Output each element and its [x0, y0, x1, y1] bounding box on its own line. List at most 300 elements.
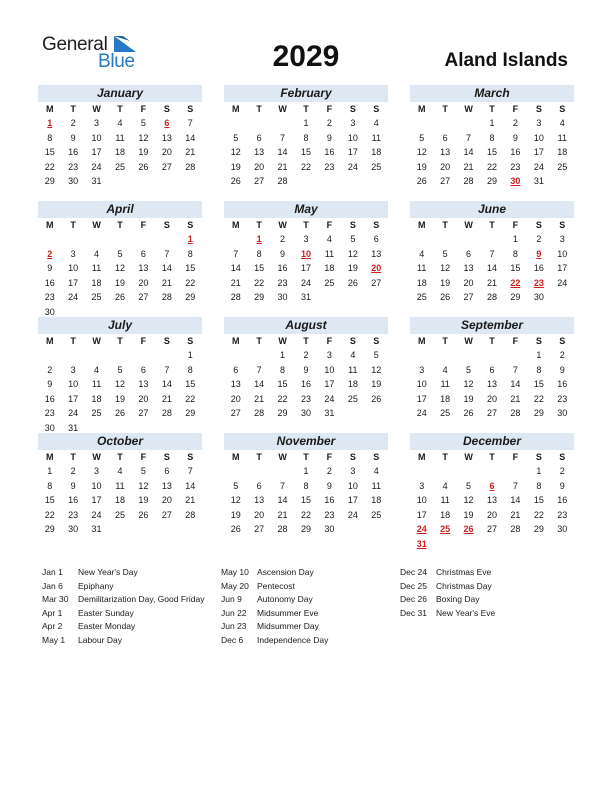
holiday-date: Jan 1 [42, 567, 63, 577]
week-row [410, 174, 574, 189]
day-cell: 23 [324, 509, 335, 520]
day-cell: 19 [463, 393, 474, 404]
week-row [224, 174, 388, 189]
day-cell: 9 [47, 263, 53, 273]
day-cell: 13 [161, 132, 172, 143]
month-block [410, 201, 574, 305]
day-cell: 10 [347, 480, 358, 491]
day-cell: 21 [254, 393, 265, 404]
day-cell: 2 [70, 466, 76, 476]
weekday-label: M [45, 452, 54, 462]
week-row [410, 276, 574, 291]
day-cell: 20 [463, 277, 474, 288]
day-cell: 14 [510, 379, 521, 389]
day-cell: 12 [371, 364, 382, 375]
weekday-label: W [278, 220, 287, 230]
weekday-label: S [535, 336, 542, 346]
day-cell: 27 [138, 292, 149, 302]
holiday-name: Christmas Day [436, 580, 492, 591]
day-cell: 29 [254, 292, 265, 302]
day-cell: 15 [185, 379, 196, 389]
calendar-year: 2029 [272, 40, 340, 73]
day-cell: 13 [440, 147, 451, 157]
holiday-date: Dec 31 [400, 607, 427, 618]
day-cell [271, 464, 294, 479]
day-cell: 18 [440, 509, 451, 520]
day-cell: 13 [138, 263, 149, 273]
day-cell: 1 [512, 234, 518, 244]
day-cell: 19 [138, 147, 149, 157]
day-cell: 4 [117, 118, 123, 128]
weekday-label: W [464, 220, 473, 230]
day-cell: 27 [230, 408, 241, 418]
day-cell: 26 [371, 393, 382, 404]
day-cell [341, 290, 364, 305]
day-cell: 26 [230, 176, 241, 186]
day-cell: 3 [419, 364, 425, 375]
holiday-day-cell: 6 [489, 480, 495, 491]
day-cell [132, 522, 155, 537]
weekday-label: S [535, 220, 542, 230]
day-cell: 23 [300, 393, 311, 404]
day-cell: 16 [44, 393, 55, 404]
holiday-day-cell: 6 [164, 118, 170, 128]
day-cell: 18 [347, 379, 358, 389]
month-block [38, 433, 202, 537]
week-row [410, 493, 574, 508]
day-cell: 12 [230, 147, 241, 157]
day-cell: 25 [557, 161, 568, 172]
day-cell: 22 [533, 393, 544, 404]
holiday-entry [42, 566, 204, 580]
day-cell: 29 [277, 408, 288, 418]
day-cell: 4 [326, 234, 332, 244]
day-cell: 3 [419, 480, 425, 491]
month-block [38, 201, 202, 319]
day-cell: 12 [416, 147, 427, 157]
week-row [410, 479, 574, 494]
day-cell: 17 [324, 379, 335, 389]
day-cell: 28 [277, 176, 288, 186]
week-row [224, 377, 388, 392]
day-cell [108, 232, 131, 247]
week-row [38, 145, 202, 160]
week-row [410, 464, 574, 479]
month-block [224, 433, 388, 537]
day-cell [504, 348, 527, 363]
holiday-entry [221, 607, 328, 621]
weekday-header [224, 450, 388, 464]
day-cell: 8 [303, 132, 309, 143]
day-cell: 19 [138, 495, 149, 505]
week-row [224, 145, 388, 160]
week-row [38, 377, 202, 392]
day-cell [365, 290, 388, 305]
day-cell: 27 [463, 292, 474, 302]
weekday-header [38, 450, 202, 464]
week-row [38, 392, 202, 407]
week-row [38, 522, 202, 537]
day-cell [410, 348, 433, 363]
weekday-label: T [489, 104, 495, 114]
day-cell [527, 537, 550, 552]
day-cell: 13 [138, 379, 149, 389]
day-cell: 2 [326, 118, 332, 128]
weekday-label: T [256, 336, 262, 346]
day-cell: 21 [185, 147, 196, 157]
weekday-label: S [187, 220, 194, 230]
day-cell [155, 348, 178, 363]
day-cell [61, 232, 84, 247]
week-row [410, 116, 574, 131]
weekday-label: T [117, 104, 123, 114]
week-row [38, 493, 202, 508]
day-cell: 15 [185, 263, 196, 273]
day-cell: 26 [416, 176, 427, 186]
day-cell: 18 [114, 147, 125, 157]
day-cell [132, 232, 155, 247]
day-cell: 25 [91, 408, 102, 418]
day-cell [341, 174, 364, 189]
day-cell: 6 [256, 132, 262, 143]
day-cell: 3 [536, 118, 542, 128]
day-cell [433, 348, 456, 363]
month-block [224, 85, 388, 189]
week-row [224, 232, 388, 247]
day-cell: 17 [300, 263, 311, 273]
holiday-date: Jun 23 [221, 621, 247, 631]
day-cell: 20 [161, 495, 172, 505]
holiday-entry [221, 566, 328, 580]
day-cell: 14 [277, 147, 288, 157]
day-cell: 7 [164, 364, 170, 375]
weekday-header [224, 102, 388, 116]
holiday-entry [221, 634, 328, 648]
weekday-label: F [140, 452, 147, 462]
day-cell: 12 [114, 263, 125, 273]
day-cell: 21 [185, 495, 196, 505]
week-row [410, 261, 574, 276]
day-cell: 26 [138, 161, 149, 172]
day-cell: 23 [44, 292, 55, 302]
day-cell: 8 [303, 480, 309, 491]
day-cell [271, 116, 294, 131]
weekday-label: T [256, 104, 262, 114]
weekday-label: W [92, 336, 101, 346]
day-cell: 21 [161, 393, 172, 404]
day-cell: 20 [138, 393, 149, 404]
day-cell: 26 [230, 524, 241, 534]
day-cell [294, 174, 317, 189]
day-cell [457, 348, 480, 363]
day-cell: 3 [350, 118, 356, 128]
day-cell: 26 [347, 277, 358, 288]
week-row [38, 160, 202, 175]
day-cell: 29 [185, 408, 196, 418]
day-cell: 31 [91, 176, 102, 186]
weekday-label: S [349, 220, 356, 230]
day-cell: 21 [277, 161, 288, 172]
day-cell [224, 464, 247, 479]
week-row [410, 131, 574, 146]
holiday-date: Apr 2 [42, 621, 63, 631]
day-cell: 31 [68, 422, 79, 433]
day-cell [318, 290, 341, 305]
holiday-entry [400, 580, 495, 594]
holiday-entry [42, 580, 204, 594]
holiday-day-cell: 9 [536, 248, 542, 259]
day-cell: 28 [230, 292, 241, 302]
day-cell [457, 464, 480, 479]
day-cell: 7 [489, 248, 495, 259]
day-cell [155, 174, 178, 189]
weekday-label: M [417, 452, 426, 462]
day-cell: 31 [324, 408, 335, 418]
day-cell [480, 348, 503, 363]
day-cell: 19 [230, 509, 241, 520]
day-cell: 20 [138, 277, 149, 288]
week-row [410, 348, 574, 363]
month-block [224, 317, 388, 421]
day-cell: 25 [416, 292, 427, 302]
day-cell: 15 [486, 147, 497, 157]
month-title: June [410, 201, 574, 218]
day-cell: 19 [230, 161, 241, 172]
day-cell: 22 [277, 393, 288, 404]
holiday-day-cell: 20 [371, 263, 382, 273]
day-cell [108, 174, 131, 189]
weekday-label: M [45, 220, 54, 230]
day-cell: 5 [373, 350, 379, 360]
day-cell: 23 [68, 509, 79, 520]
day-cell: 9 [70, 480, 76, 491]
weekday-label: F [140, 336, 147, 346]
day-cell: 7 [187, 118, 193, 128]
holiday-date: Mar 30 [42, 594, 69, 604]
day-cell: 22 [300, 161, 311, 172]
day-cell: 15 [277, 379, 288, 389]
holiday-entry [221, 580, 328, 594]
day-cell: 22 [533, 509, 544, 520]
day-cell: 24 [416, 408, 427, 418]
weekday-label: S [349, 452, 356, 462]
day-cell: 29 [300, 524, 311, 534]
weekday-label: T [117, 220, 123, 230]
holiday-entry [42, 620, 204, 634]
day-cell: 31 [533, 176, 544, 186]
day-cell: 20 [254, 509, 265, 520]
day-cell: 14 [277, 495, 288, 505]
day-cell: 27 [371, 277, 382, 288]
day-cell: 1 [303, 466, 309, 476]
month-block [410, 433, 574, 551]
day-cell [457, 116, 480, 131]
day-cell: 6 [442, 132, 448, 143]
day-cell: 14 [185, 132, 196, 143]
day-cell [433, 464, 456, 479]
day-cell: 15 [300, 147, 311, 157]
day-cell: 16 [44, 277, 55, 288]
holiday-name: Epiphany [78, 580, 114, 591]
weekday-label: W [464, 452, 473, 462]
day-cell: 24 [300, 277, 311, 288]
holiday-day-cell: 23 [533, 277, 544, 288]
day-cell: 7 [164, 248, 170, 259]
week-row [224, 116, 388, 131]
week-row [410, 290, 574, 305]
holiday-entry [42, 607, 204, 621]
day-cell: 18 [114, 495, 125, 505]
day-cell: 5 [419, 132, 425, 143]
day-cell: 27 [440, 176, 451, 186]
weekday-label: T [256, 220, 262, 230]
day-cell: 28 [510, 408, 521, 418]
day-cell: 24 [68, 292, 79, 302]
day-cell: 29 [44, 524, 55, 534]
weekday-label: T [442, 452, 448, 462]
day-cell: 1 [489, 118, 495, 128]
day-cell: 24 [91, 161, 102, 172]
holiday-name: Autonomy Day [257, 594, 313, 604]
day-cell: 4 [94, 364, 100, 375]
week-row [38, 363, 202, 378]
day-cell: 7 [233, 248, 239, 259]
week-row [410, 537, 574, 552]
weekday-header [224, 218, 388, 232]
day-cell: 31 [300, 292, 311, 302]
weekday-label: S [163, 220, 170, 230]
holiday-day-cell: 31 [416, 538, 427, 549]
weekday-label: S [559, 336, 566, 346]
day-cell: 5 [233, 132, 239, 143]
day-cell: 2 [47, 364, 53, 375]
day-cell: 12 [440, 263, 451, 273]
month-title: October [38, 433, 202, 450]
day-cell: 9 [559, 364, 565, 375]
week-row [38, 464, 202, 479]
day-cell: 15 [510, 263, 521, 273]
day-cell: 18 [91, 393, 102, 404]
holiday-date: Dec 26 [400, 594, 427, 604]
day-cell: 6 [373, 234, 379, 244]
day-cell: 10 [557, 248, 568, 259]
day-cell: 5 [140, 118, 146, 128]
day-cell: 30 [68, 176, 79, 186]
weekday-label: T [117, 336, 123, 346]
weekday-label: T [70, 336, 76, 346]
day-cell [365, 522, 388, 537]
week-row [410, 377, 574, 392]
day-cell: 4 [442, 480, 448, 491]
day-cell [179, 522, 202, 537]
weekday-label: F [326, 104, 333, 114]
weekday-label: S [373, 336, 380, 346]
day-cell: 10 [533, 132, 544, 143]
holiday-column [221, 566, 328, 647]
week-row [224, 131, 388, 146]
day-cell: 3 [70, 364, 76, 375]
day-cell: 16 [557, 495, 568, 505]
day-cell: 6 [140, 248, 146, 259]
day-cell: 17 [347, 495, 358, 505]
day-cell: 8 [47, 480, 53, 491]
day-cell [410, 116, 433, 131]
day-cell: 1 [536, 350, 542, 360]
week-row [224, 464, 388, 479]
day-cell: 30 [557, 408, 568, 418]
day-cell: 8 [512, 248, 518, 259]
holiday-date: Dec 25 [400, 580, 427, 591]
weekday-label: S [187, 452, 194, 462]
month-title: September [410, 317, 574, 334]
day-cell: 26 [138, 509, 149, 520]
day-cell [38, 232, 61, 247]
weekday-label: M [417, 220, 426, 230]
day-cell [108, 522, 131, 537]
day-cell [551, 290, 574, 305]
day-cell: 24 [347, 509, 358, 520]
day-cell: 16 [300, 379, 311, 389]
day-cell: 17 [347, 147, 358, 157]
week-row [410, 363, 574, 378]
holiday-date: Jun 9 [221, 594, 242, 604]
day-cell: 19 [463, 509, 474, 520]
day-cell: 15 [44, 495, 55, 505]
day-cell: 11 [440, 495, 450, 505]
day-cell: 28 [510, 524, 521, 534]
weekday-label: S [349, 104, 356, 114]
week-row [410, 522, 574, 537]
holiday-entry [221, 593, 328, 607]
day-cell: 2 [303, 350, 309, 360]
day-cell: 25 [371, 509, 382, 520]
day-cell: 31 [91, 524, 102, 534]
day-cell [504, 537, 527, 552]
day-cell: 17 [416, 393, 427, 404]
day-cell: 11 [417, 263, 427, 273]
day-cell: 6 [489, 364, 495, 375]
country-name: Aland Islands [444, 50, 568, 71]
day-cell: 24 [68, 408, 79, 418]
weekday-label: W [278, 452, 287, 462]
weekday-label: F [512, 336, 519, 346]
day-cell: 21 [463, 161, 474, 172]
week-row [38, 508, 202, 523]
weekday-label: S [559, 220, 566, 230]
week-row [410, 247, 574, 262]
month-block [38, 85, 202, 189]
holiday-entry [42, 593, 204, 607]
week-row [224, 392, 388, 407]
month-title: April [38, 201, 202, 218]
weekday-label: F [326, 452, 333, 462]
day-cell: 22 [185, 277, 196, 288]
day-cell: 1 [187, 350, 193, 360]
day-cell: 29 [486, 176, 497, 186]
month-block [224, 201, 388, 305]
day-cell: 3 [70, 248, 76, 259]
day-cell: 7 [280, 132, 286, 143]
week-row [410, 508, 574, 523]
holiday-day-cell: 10 [300, 248, 311, 259]
day-cell: 15 [44, 147, 55, 157]
day-cell: 21 [161, 277, 172, 288]
weekday-label: F [512, 220, 519, 230]
day-cell: 8 [187, 248, 193, 259]
weekday-label: T [303, 220, 309, 230]
day-cell: 27 [161, 161, 172, 172]
day-cell: 7 [512, 480, 518, 491]
